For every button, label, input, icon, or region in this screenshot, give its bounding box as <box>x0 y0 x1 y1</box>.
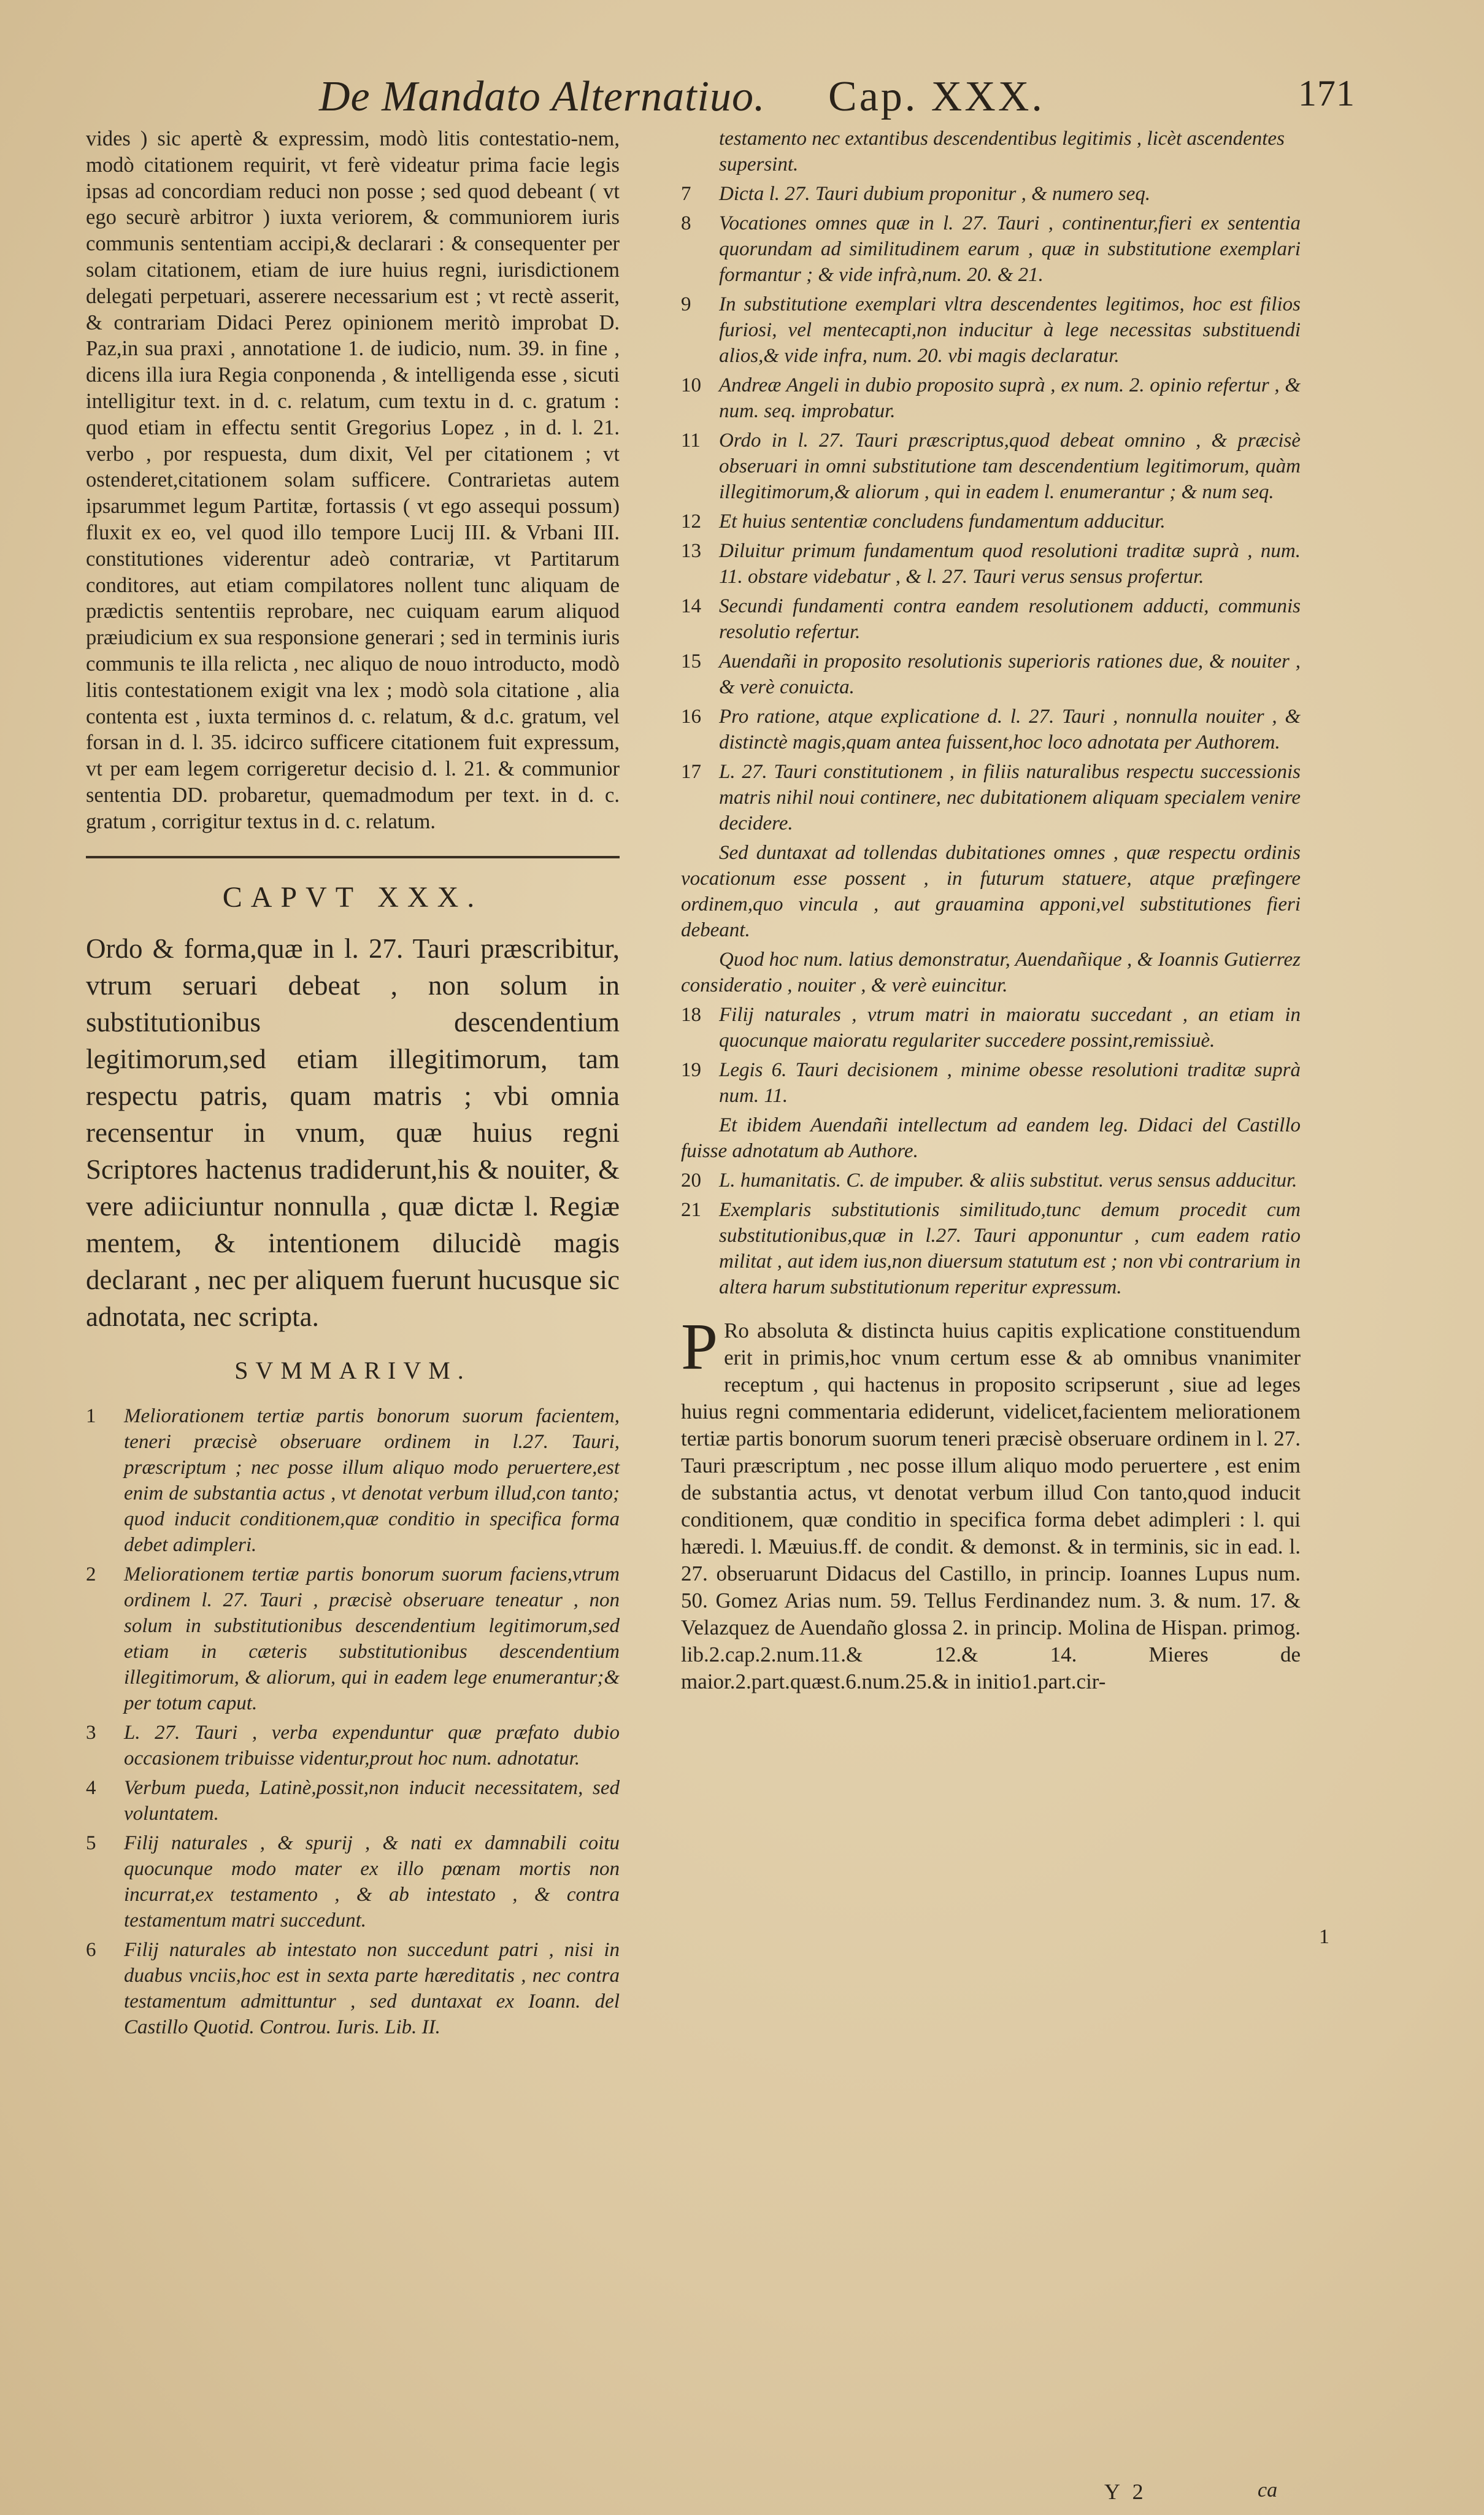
chapter-body-text: Ro absoluta & distincta huius capitis explicatione constituendum erit in primis,hoc vnum certum esse & ab omnibus vnanimiter receptum , qui hactenus in proposito scripserunt , siue ad leges huius regni commentaria ediderunt, videlicet,facientem meliorationem tertiæ partis bonorum suorum teneri præcisè obseruare ordinem in l. 27. Tauri præscriptum , nec posse illum aliquo modo peruertere , est enim de substantia actus, vt denotat verbum illud Con tanto,quod inducit conditionem, quæ conditio in specifica forma debet adimpleri : l. qui hæredi. l. Mæuius.ff. de condit. & demonst. & in terminis, sic in ead. l. 27. obseruarunt Didacus del Castillo, in princip. Ioannes Lupus num. 50. Gomez Arias num. 59. Tellus Ferdinandez num. 3. & num. 17. & Velazquez de Auendaño glossa 2. in princip. Molina de Hispan. primog. lib.2.cap.2.num.11.& 12.& 14. Mieres de maior.2.part.quæst.6.num.25.& in initio1.part.cir- <box>681 1319 1301 1693</box>
summary-item: 9 In substitutione exemplari vltra descendentes legitimos, hoc est filios furiosi, vel mentecapti,non inducitur à lege necessitas substituendi alios,& vide infra, num. 20. vbi magis declaratur. <box>681 293 1301 367</box>
summary-item: 11 Ordo in l. 27. Tauri præscriptus,quod debeat omnino , & præcisè obseruari in omni substitutione tam descendentium legitimorum, quàm illegitimorum,& aliorum , qui in eadem l. enumerantur ; & num seq. <box>681 429 1301 503</box>
summary-item: 10 Andreæ Angeli in dubio proposito suprà , ex num. 2. opinio refertur , & num. seq. improbatur. <box>681 374 1301 422</box>
right-column <box>681 126 1301 1695</box>
summary-item: 2 Meliorationem tertiæ partis bonorum suorum faciens,vtrum ordinem l. 27. Tauri , præcisè obseruare teneatur , non solum in substitutionibus descendentium legitimorum,sed etiam in cæteris substitutionibus descendentium illegitimorum, & aliorum, qui in eadem lege enumerantur;& per totum caput. <box>86 1563 620 1714</box>
summary-item: 3 L. 27. Tauri , verba expenduntur quæ præfato dubio occasionem tribuisse videntur,prout hoc num. adnotatur. <box>86 1721 620 1770</box>
summary-item: 8 Vocationes omnes quæ in l. 27. Tauri , continentur,fieri ex sententia quorundam ad similitudinem earum , quæ in substitutione exemplari formantur ; & vide infrà,num. 20. & 21. <box>681 212 1301 286</box>
summary-note: Sed duntaxat ad tollendas dubitationes omnes , quæ respectu ordinis vocationum esse possent , in futurum statuere, atque præfingere ordinem,quo vincula , aut grauamina apponi,vel substitutiones fieri debeant. <box>681 842 1301 941</box>
summary-item: 6 Filij naturales ab intestato non succedunt patri , nisi in duabus vnciis,hoc est in sexta parte hæreditatis , nec contra testamentum admittuntur , sed duntaxat ex Ioann. del Castillo Quotid. Controu. Iuris. Lib. II. <box>86 1938 620 2038</box>
chapter-body <box>681 1311 1301 1695</box>
left-continued-text: vides ) sic apertè & expressim, modò litis contestatio-nem, modò citationem requirit, vt ferè videatur prima facie legis ipsas ad concordiam reduci non posse ; sed quod debeant ( vt ego securè arbitror ) iuxta veriorem, & communiorem iuris communis sententiam accipi,& declarari : & consequenter per solam citationem, etiam de iure huius regni, iurisdictionem delegati perpetuari, asserere necessarium est ; vt rectè asserit, & contrariam Didaci Perez opinionem meritò improbat D. Paz,in sua praxi , annotatione 1. de iudicio, num. 39. in fine , dicens illa iura Regia conponenda , & intelligenda esse , sicuti intelligitur text. in d. c. relatum, cum textu in d. c. gratum : quod etiam in effectu sentit Gregorius Lopez , in d. l. 21. verbo , por respuesta, dum dixit, Vel per citationem ; vt ostenderet,citationem solam sufficere. Contrarietas autem ipsarummet legum Partitæ, fortassis ( vt ego assequi possum) fluxit ex eo, vel quod illo tempore Lucij III. & Vrbani III. constitutiones viderentur adeò contrariæ, vt Partitarum conditores, aut etiam compilatores nollent tunc aliquam de prædictis sententiis reprobare, nec cuiquam earum aliquod præiudicium ex sua responsione generari ; sed in terminis iuris communis te illa relicta , nec aliquo de nouo introducto, modò litis contestationem exigit vna lex ; modò sola citatione , alia contenta est , iuxta terminos d. c. relatum, & d.c. gratum, vel forsan in d. l. 35. idcirco sufficere citationem fuit expressum, vt per eam legem corrigeretur decisio d. l. 21. & communior sententia DD. probaretur, quemadmodum per text. in d. c. gratum , corrigitur textus in d. c. relatum. <box>86 127 620 833</box>
running-head <box>319 72 1392 128</box>
summary-item: 4 Verbum pueda, Latinè,possit,non inducit necessitatem, sed voluntatem. <box>86 1776 620 1825</box>
caput-intro: Ordo & forma,quæ in l. 27. Tauri præscribitur, vtrum seruari debeat , non solum in substitutionibus descendentium legitimorum,sed etiam illegitimorum, tam respectu patris, quam matris ; vbi omnia recensentur in vnum, quæ huius regni Scriptores hactenus tradiderunt,his & nouiter, & vere adiiciuntur nonnulla , quæ dictæ l. Regiæ mentem, & intentionem dilucidè magis declarant , nec per aliquem fuerunt hucusque sic adnotata, nec scripta. <box>86 933 620 1332</box>
margin-number: 1 <box>1319 1925 1329 1948</box>
page-number: 171 <box>1298 73 1355 114</box>
summary-item: 15 Auendañi in proposito resolutionis superioris rationes due, & nouiter , & verè conuicta. <box>681 650 1301 698</box>
summary-item: 5 Filij naturales , & spurij , & nati ex damnabili coitu quocunque modo mater ex illo pœnam mortis non incurrat,ex testamento , & ab intestato , & contra testamentum matri succedunt. <box>86 1831 620 1932</box>
summary-item: 12 Et huius sententiæ concludens fundamentum adducitur. <box>681 510 1166 533</box>
summary-list-left <box>86 1403 620 2040</box>
summary-list-right-2 <box>681 1002 1301 1109</box>
summary-item: 16 Pro ratione, atque explicatione d. l. 27. Tauri , nonnulla nouiter , & distinctè magis,quam antea fuissent,hoc loco adnotata per Authorem. <box>681 706 1301 753</box>
running-title: De Mandato Alternatiuo. <box>319 73 766 120</box>
summary-item: 13 Diluitur primum fundamentum quod resolutioni traditæ suprà , num. 11. obstare videbatur , & l. 27. Tauri verus sensus profertur. <box>681 540 1301 588</box>
summary-item: 17 L. 27. Tauri constitutionem , in filiis naturalibus respectu successionis matris nihil noui continere, nec dubitationem aliquam specialem venire decidere. <box>681 761 1301 834</box>
summary-item: 14 Secundi fundamenti contra eandem resolutionem adducti, communis resolutio refertur. <box>681 595 1301 643</box>
summary-continuation: testamento nec extantibus descendentibus legitimis , licèt ascendentes supersint. <box>719 128 1285 175</box>
summary-item: 1 Meliorationem tertiæ partis bonorum suorum facientem, teneri præcisè obseruare ordinem in l.27. Tauri, præscriptum ; nec posse illum aliquo modo peruertere,est enim de substantia actus , vt denotat verbum illud,con tanto; quod inducit conditionem,quæ conditio in specifica forma debet adimpleri. <box>86 1404 620 1556</box>
signature-mark: Y 2 <box>1104 2479 1147 2504</box>
summary-item: 7 Dicta l. 27. Tauri dubium proponitur , & numero seq. <box>681 183 1151 205</box>
left-column <box>86 126 620 2044</box>
chapter-label: Cap. XXX. <box>828 73 1045 120</box>
summary-list-right <box>681 181 1301 836</box>
caput-heading: CAPVT XXX. <box>222 880 483 914</box>
summary-list-right-3 <box>681 1168 1301 1300</box>
summarium-heading: SVMMARIVM. <box>234 1356 471 1384</box>
summary-note: Quod hoc num. latius demonstratur, Auendañique , & Ioannis Gutierrez consideratio , nouiter , & verè euincitur. <box>681 949 1301 996</box>
summary-item: 18 Filij naturales , vtrum matri in maioratu succedant , an etiam in quocunque maioratu regulariter succedere possint,remissiuè. <box>681 1004 1301 1052</box>
section-rule <box>86 856 620 858</box>
catchword: ca <box>1258 2479 1278 2502</box>
summary-note: Et ibidem Auendañi intellectum ad eandem leg. Didaci del Castillo fuisse adnotatum ab Authore. <box>681 1114 1301 1162</box>
summary-item: 21 Exemplaris substitutionis similitudo,tunc demum procedit cum substitutionibus,quæ in l.27. Tauri apponuntur , cum eadem ratio militat , aut idem ius,non diuersum statutum est ; non vbi contrarium in altera harum substitutionum reperitur expressum. <box>681 1199 1301 1298</box>
summary-item: 19 Legis 6. Tauri decisionem , minime obesse resolutioni traditæ suprà num. 11. <box>681 1059 1301 1107</box>
drop-cap: P <box>681 1311 718 1384</box>
summary-item: 20 L. humanitatis. C. de impuber. & aliis substitut. verus sensus adducitur. <box>681 1169 1298 1192</box>
